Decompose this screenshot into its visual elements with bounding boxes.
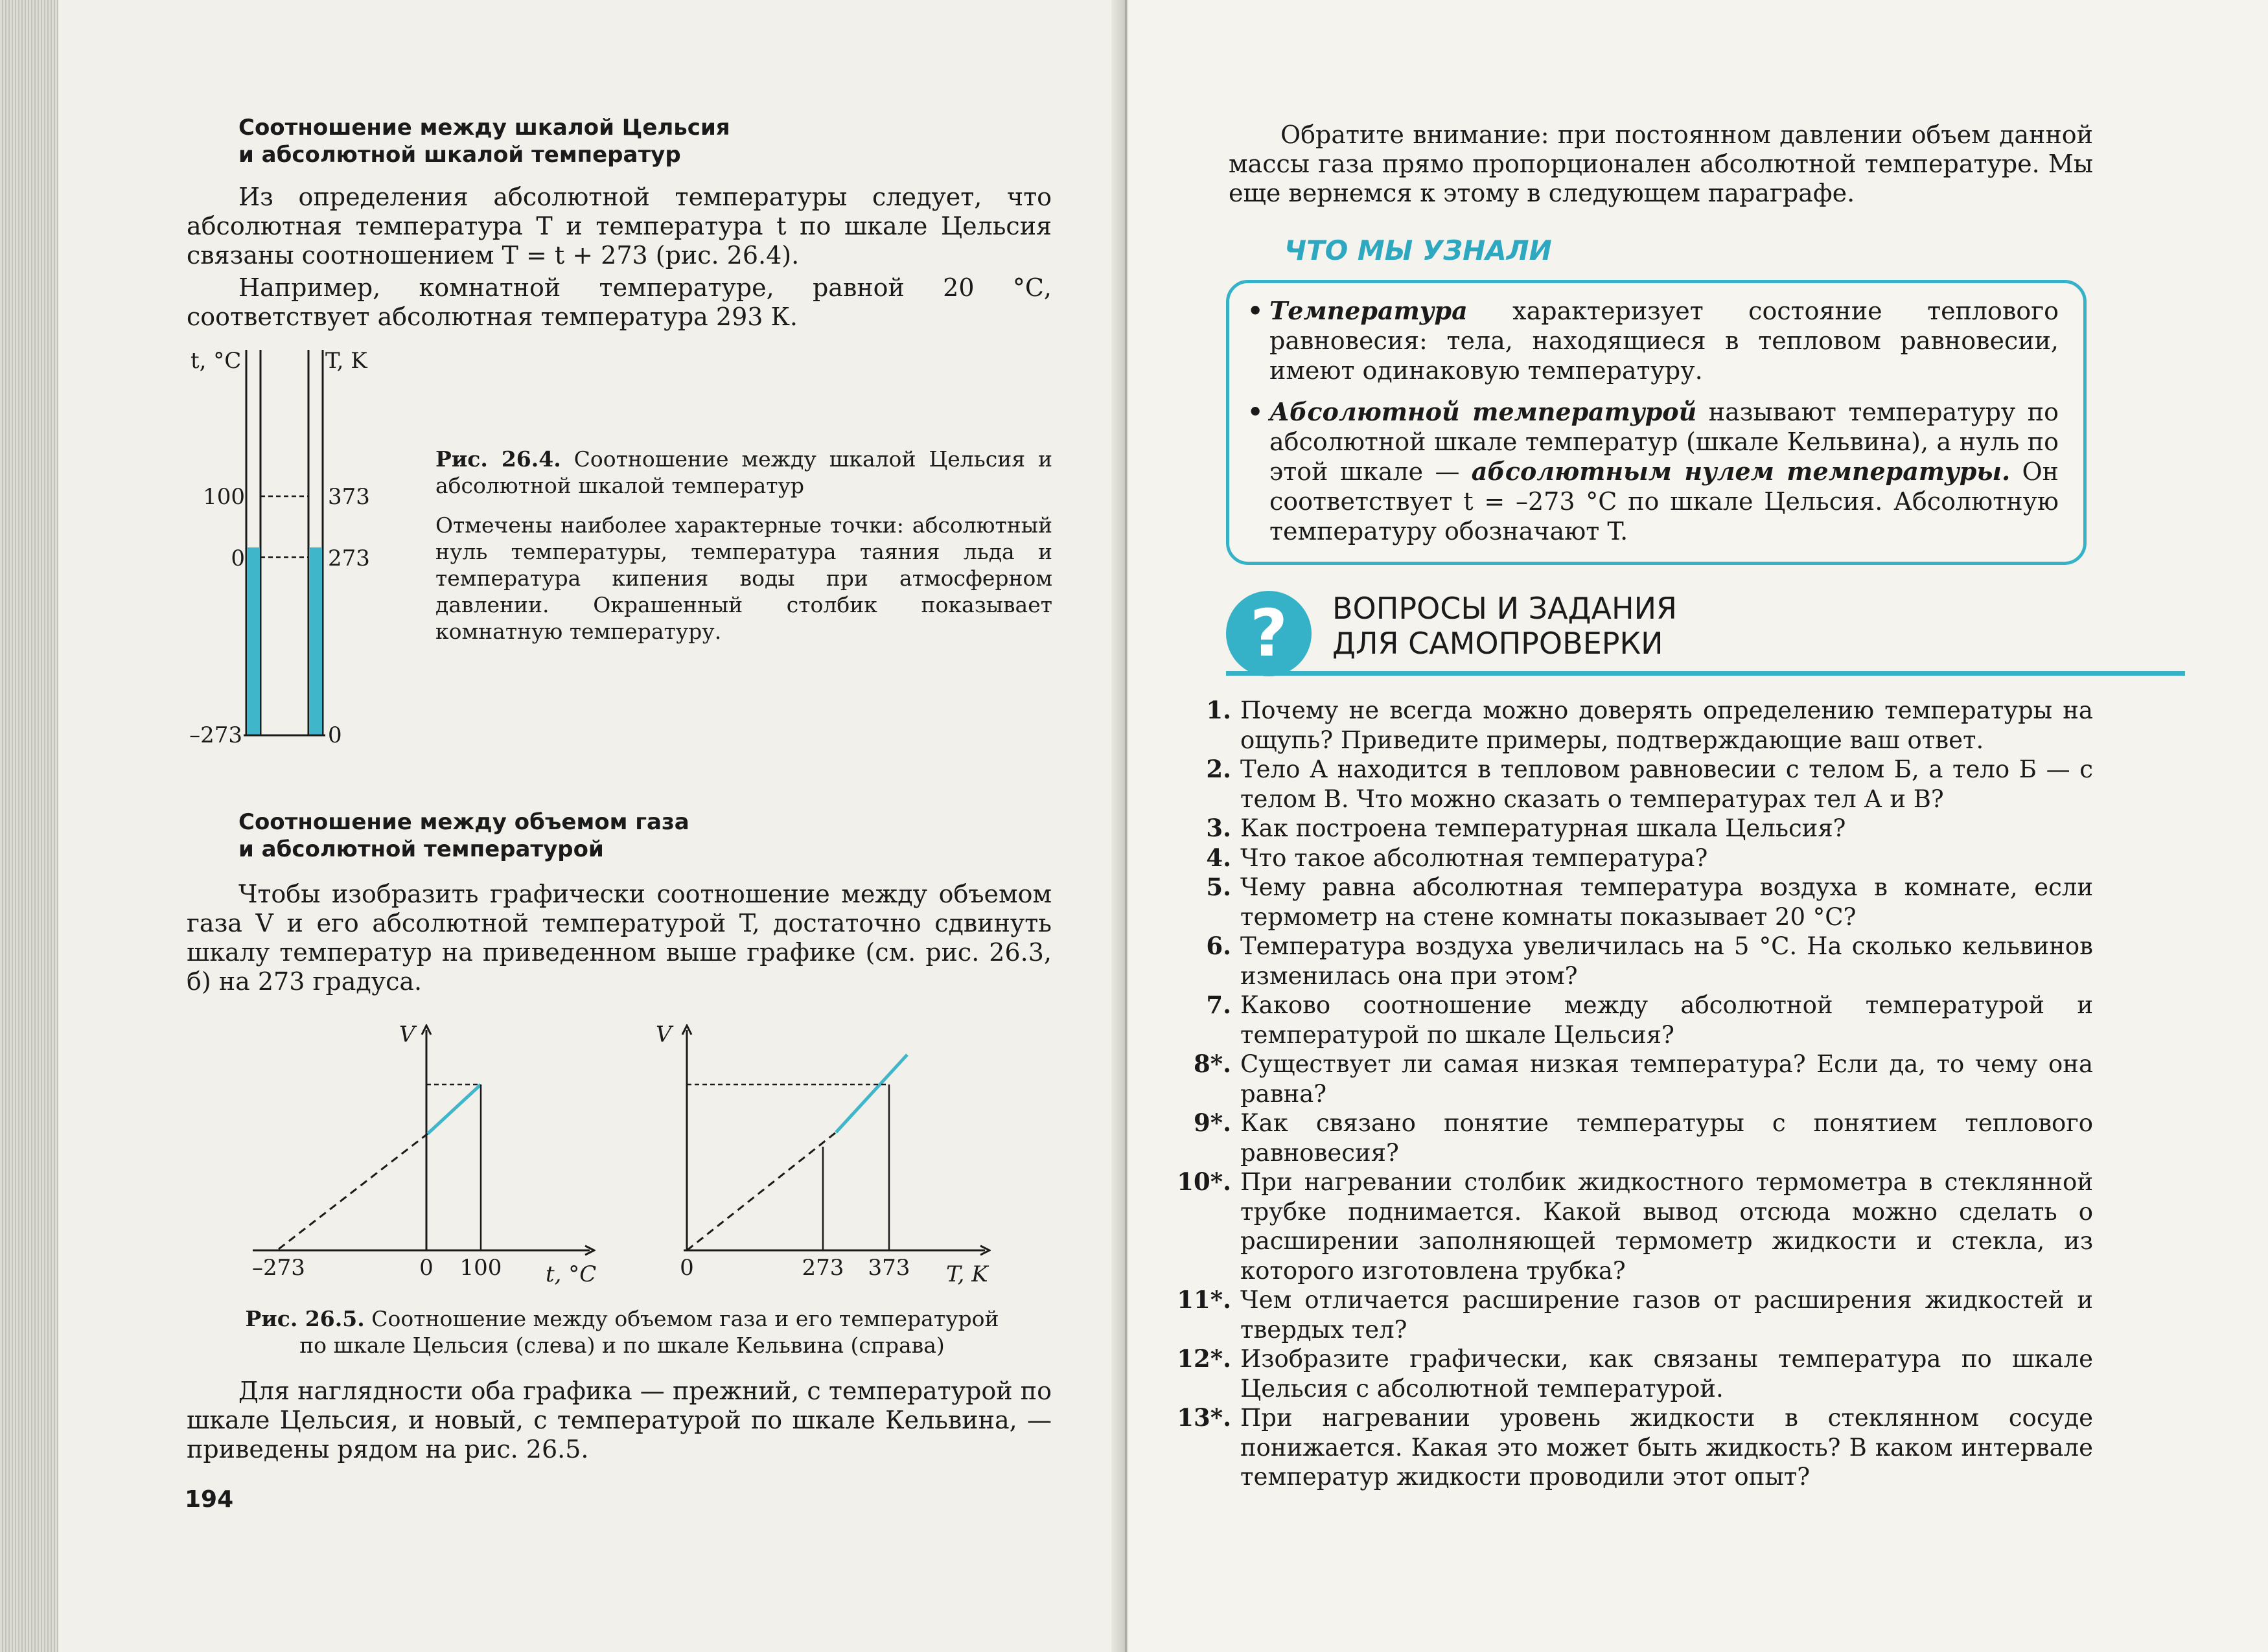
question-icon: ?	[1226, 591, 1312, 676]
paragraph-2: Например, комнатной температуре, равной 20 °С, соответствует абсолютная температура 293 К.	[187, 273, 1052, 331]
graph-celsius-xlabel: t, °C	[546, 1261, 597, 1287]
graph-kelvin-line	[836, 1055, 907, 1132]
figure-26-5-graphs	[240, 1017, 1011, 1289]
mark-c-100: 100	[203, 484, 245, 510]
question-number: 8*.	[1194, 1050, 1231, 1078]
mark-k-273: 273	[328, 545, 370, 571]
questions-title-line2: ДЛЯ САМОПРОВЕРКИ	[1332, 626, 1663, 661]
question-text: Чему равна абсолютная температура воздуха в комнате, если термометр на стене комнаты показывает 20 °С?	[1240, 873, 2093, 931]
mark-c-0: 0	[231, 545, 245, 571]
caption-title: Соотношение между шкалой Цельсия и абсолютной шкалой температур	[435, 446, 1052, 498]
summary-item-2-text-b: Он соответствует t = –273 °С по шкале Цельсия. Абсолютную температуру обозначают T.	[1269, 457, 2059, 545]
question-number: 13*.	[1177, 1403, 1231, 1432]
question-text: Как построена температурная шкала Цельсия?	[1240, 814, 1846, 842]
question-number: 2.	[1206, 755, 1231, 783]
figure-26-4-description: Отмечены наиболее характерные точки: абсолютный нуль температуры, температура таяния льда и температура кипения воды при атмосферном давлении. Окрашенный столбик показывает комнатную температуру.	[435, 512, 1052, 644]
question-item	[1147, 696, 2093, 755]
paragraph-4: Для наглядности оба графика — прежний, с температурой по шкале Цельсия, и новый, с температурой по шкале Кельвина, — приведены рядом на рис. 26.5.	[187, 1377, 1052, 1463]
question-number: 7.	[1206, 991, 1231, 1019]
caption-number: Рис. 26.4.	[435, 446, 561, 472]
left-page	[0, 0, 1121, 1652]
tick-273-k: 273	[802, 1255, 844, 1281]
figure-26-4-caption	[435, 446, 1052, 499]
summary-item-2-text-a: называют температуру по абсолютной шкале температур (шкале Кельвина), а нуль по этой шкале —	[1269, 398, 2059, 486]
question-text: Существует ли самая низкая температура? Если да, то чему она равна?	[1240, 1050, 2093, 1108]
summary-item-1	[1245, 296, 2059, 385]
graph-celsius-line	[428, 1084, 481, 1134]
question-text: Что такое абсолютная температура?	[1240, 843, 1708, 872]
figure-26-5-caption	[233, 1305, 1011, 1359]
paragraph-top: Обратите внимание: при постоянном давлении объем данной массы газа прямо пропорционален абсолютной температуре. Мы еще вернемся к этому в следующем параграфе.	[1229, 120, 2093, 207]
graph-kelvin-ylabel: V	[656, 1022, 672, 1048]
page-edges	[0, 0, 58, 1652]
mark-c-273: –273	[189, 722, 242, 748]
question-item	[1147, 755, 2093, 814]
kelvin-axis-label: T, K	[325, 348, 367, 374]
tick-100-c: 100	[459, 1255, 502, 1281]
question-text: Тело А находится в тепловом равновесии с телом Б, а тело Б — с телом В. Что можно сказать о температурах тел А и В?	[1240, 755, 2093, 813]
question-item	[1147, 932, 2093, 991]
question-text: При нагревании столбик жидкостного термометра в стеклянной трубке поднимается. Какой вывод отсюда можно сделать о расширении заполняющей термометр жидкости и стекла, из которого изготовлена трубка?	[1240, 1168, 2093, 1285]
figure-26-4-scales	[181, 343, 395, 758]
kelvin-colored-column	[309, 547, 322, 735]
question-item	[1147, 1285, 2093, 1344]
summary-item-1-text: характеризует состояние теплового равновесия: тела, находящиеся в тепловом равновесии, имеют одинаковую температуру.	[1269, 297, 2059, 385]
mark-k-0: 0	[328, 722, 342, 748]
paragraph-1: Из определения абсолютной температуры следует, что абсолютная температура T и температура t по шкале Цельсия связаны соотношением T = t + 273 (рис. 26.4).	[187, 183, 1052, 270]
question-text: Температура воздуха увеличилась на 5 °С. На сколько кельвинов изменилась она при этом?	[1240, 932, 2093, 990]
mark-k-373: 373	[328, 484, 370, 510]
question-item	[1147, 1050, 2093, 1108]
question-number: 3.	[1206, 814, 1231, 842]
section2-title	[238, 809, 822, 863]
graph-celsius	[252, 1022, 596, 1287]
questions-list	[1147, 696, 2093, 1492]
question-text: Чем отличается расширение газов от расширения жидкостей и твердых тел?	[1240, 1286, 2093, 1344]
page-number-left: 194	[185, 1486, 234, 1513]
graph-kelvin-extrapolation	[687, 1132, 836, 1250]
tick-373-k: 373	[868, 1255, 910, 1281]
question-number: 5.	[1206, 873, 1231, 901]
celsius-axis-label: t, °C	[191, 348, 242, 374]
paragraph-3: Чтобы изобразить графически соотношение между объемом газа V и его абсолютной температурой T, достаточно сдвинуть шкалу температур на приведенном выше графике (см. рис. 26.3, б) на 273 градуса.	[187, 880, 1052, 996]
section1-title-line1: Соотношение между шкалой Цельсия	[238, 115, 730, 141]
term-absolute-zero: абсолютным нулем температуры.	[1471, 457, 2011, 486]
graph-celsius-ylabel: V	[399, 1022, 415, 1048]
question-number: 12*.	[1177, 1344, 1231, 1373]
section2-title-line1: Соотношение между объемом газа	[238, 809, 689, 835]
graph-kelvin-xlabel: T, K	[946, 1261, 988, 1287]
question-item	[1147, 991, 2093, 1050]
question-text: Как связано понятие температуры с понятием теплового равновесия?	[1240, 1109, 2093, 1167]
question-number: 10*.	[1177, 1167, 1231, 1196]
question-item	[1147, 1108, 2093, 1167]
summary-content	[1245, 296, 2059, 558]
question-number: 6.	[1206, 932, 1231, 960]
section2-title-line2: и абсолютной температурой	[238, 836, 604, 862]
summary-box	[1226, 280, 2087, 565]
question-text: Почему не всегда можно доверять определению температуры на ощупь? Приведите примеры, подтверждающие ваш ответ.	[1240, 696, 2093, 754]
graph-kelvin	[656, 1022, 989, 1287]
caption-number-2: Рис. 26.5.	[245, 1306, 365, 1331]
question-item	[1147, 1167, 2093, 1285]
questions-divider	[1226, 671, 2185, 676]
tick-minus-273: –273	[252, 1255, 305, 1281]
questions-title	[1332, 591, 1677, 661]
celsius-colored-column	[247, 547, 260, 735]
term-absolute-temperature: Абсолютной температурой	[1269, 397, 1697, 426]
section1-title	[238, 114, 822, 168]
question-item	[1147, 843, 2093, 873]
question-text: При нагревании уровень жидкости в стеклянном сосуде понижается. Какая это может быть жидкость? В каком интервале температур жидкости проводили этот опыт?	[1240, 1404, 2093, 1491]
question-number: 9*.	[1194, 1108, 1231, 1137]
question-text: Каково соотношение между абсолютной температурой и температурой по шкале Цельсия?	[1240, 991, 2093, 1049]
question-item	[1147, 873, 2093, 932]
question-number: 1.	[1206, 696, 1231, 724]
question-item	[1147, 1403, 2093, 1492]
term-temperature: Температура	[1269, 296, 1468, 325]
question-item	[1147, 1344, 2093, 1403]
question-number: 11*.	[1177, 1285, 1231, 1314]
summary-title: ЧТО МЫ УЗНАЛИ	[1284, 235, 1552, 266]
summary-item-2	[1245, 397, 2059, 546]
right-page	[1128, 0, 2268, 1652]
tick-0-k: 0	[680, 1255, 694, 1281]
graph-celsius-extrapolation	[279, 1134, 428, 1249]
question-item	[1147, 814, 2093, 843]
question-number: 4.	[1206, 843, 1231, 872]
question-text: Изобразите графически, как связаны температура по шкале Цельсия с абсолютной температурой.	[1240, 1345, 2093, 1403]
caption-text-2: Соотношение между объемом газа и его температурой по шкале Цельсия (слева) и по шкале Кельвина (справа)	[299, 1306, 999, 1358]
section1-title-line2: и абсолютной шкалой температур	[238, 142, 681, 168]
tick-0-c: 0	[419, 1255, 434, 1281]
questions-title-line1: ВОПРОСЫ И ЗАДАНИЯ	[1332, 591, 1677, 626]
